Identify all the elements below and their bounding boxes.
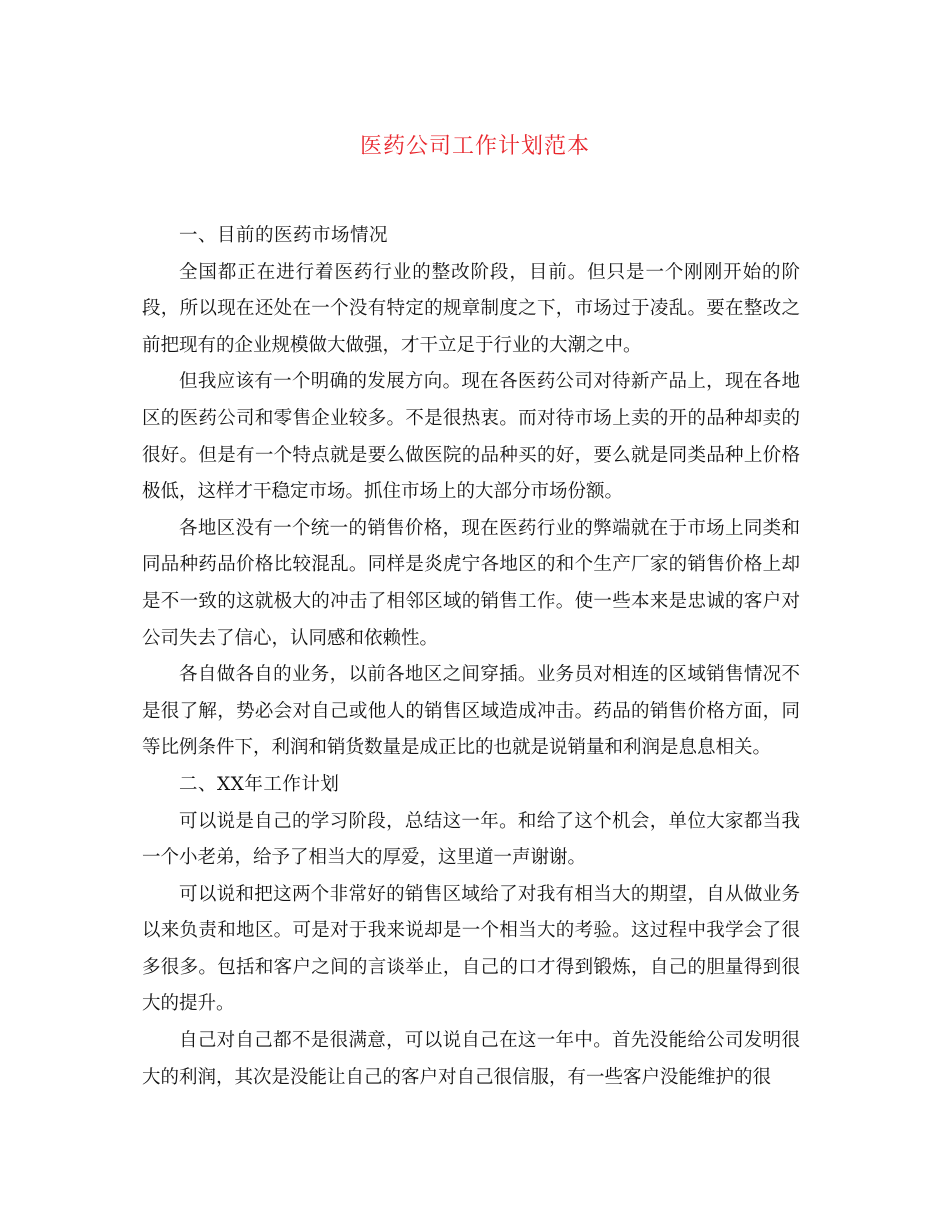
paragraph: 但我应该有一个明确的发展方向。现在各医药公司对待新产品上，现在各地区的医药公司和零售企业较多。不是很热衷。而对待市场上卖的开的品种却卖的很好。但是有一个特点就是要么做医院的品种买的好，要么就是同类品种上价格极低，这样才干稳定市场。抓住市场上的大部分市场份额。 (142, 371, 800, 503)
document-body (142, 218, 800, 1096)
paragraph: 各地区没有一个统一的销售价格，现在医药行业的弊端就在于市场上同类和同品种药品价格比较混乱。同样是炎虎宁各地区的和个生产厂家的销售价格上却是不一致的这就极大的冲击了相邻区域的销售工作。使一些本来是忠诚的客户对公司失去了信心，认同感和依赖性。 (142, 517, 800, 649)
document-title: 医药公司工作计划范本 (359, 134, 590, 159)
paragraph: 全国都正在进行着医药行业的整改阶段，目前。但只是一个刚刚开始的阶段，所以现在还处在一个没有特定的规章制度之下，市场过于凌乱。要在整改之前把现有的企业规模做大做强，才干立足于行业的大潮之中。 (142, 261, 800, 356)
section-heading-1: 一、目前的医药市场情况 (179, 225, 389, 246)
paragraph: 自己对自己都不是很满意，可以说自己在这一年中。首先没能给公司发明很大的利润，其次是没能让自己的客户对自己很信服，有一些客户没能维护的很 (142, 1030, 800, 1088)
paragraph: 各自做各自的业务，以前各地区之间穿插。业务员对相连的区域销售情况不是很了解，势必会对自己或他人的销售区域造成冲击。药品的销售价格方面，同等比例条件下，利润和销货数量是成正比的也就是说销量和利润是息息相关。 (142, 664, 800, 759)
paragraph: 可以说和把这两个非常好的销售区域给了对我有相当大的期望，自从做业务以来负责和地区。可是对于我来说却是一个相当大的考验。这过程中我学会了很多很多。包括和客户之间的言谈举止，自己的口才得到锻炼，自己的胆量得到很大的提升。 (142, 883, 800, 1015)
paragraph: 可以说是自己的学习阶段，总结这一年。和给了这个机会，单位大家都当我一个小老弟，给予了相当大的厚爱，这里道一声谢谢。 (142, 810, 800, 869)
section-heading-2: 二、XX年工作计划 (179, 773, 340, 795)
